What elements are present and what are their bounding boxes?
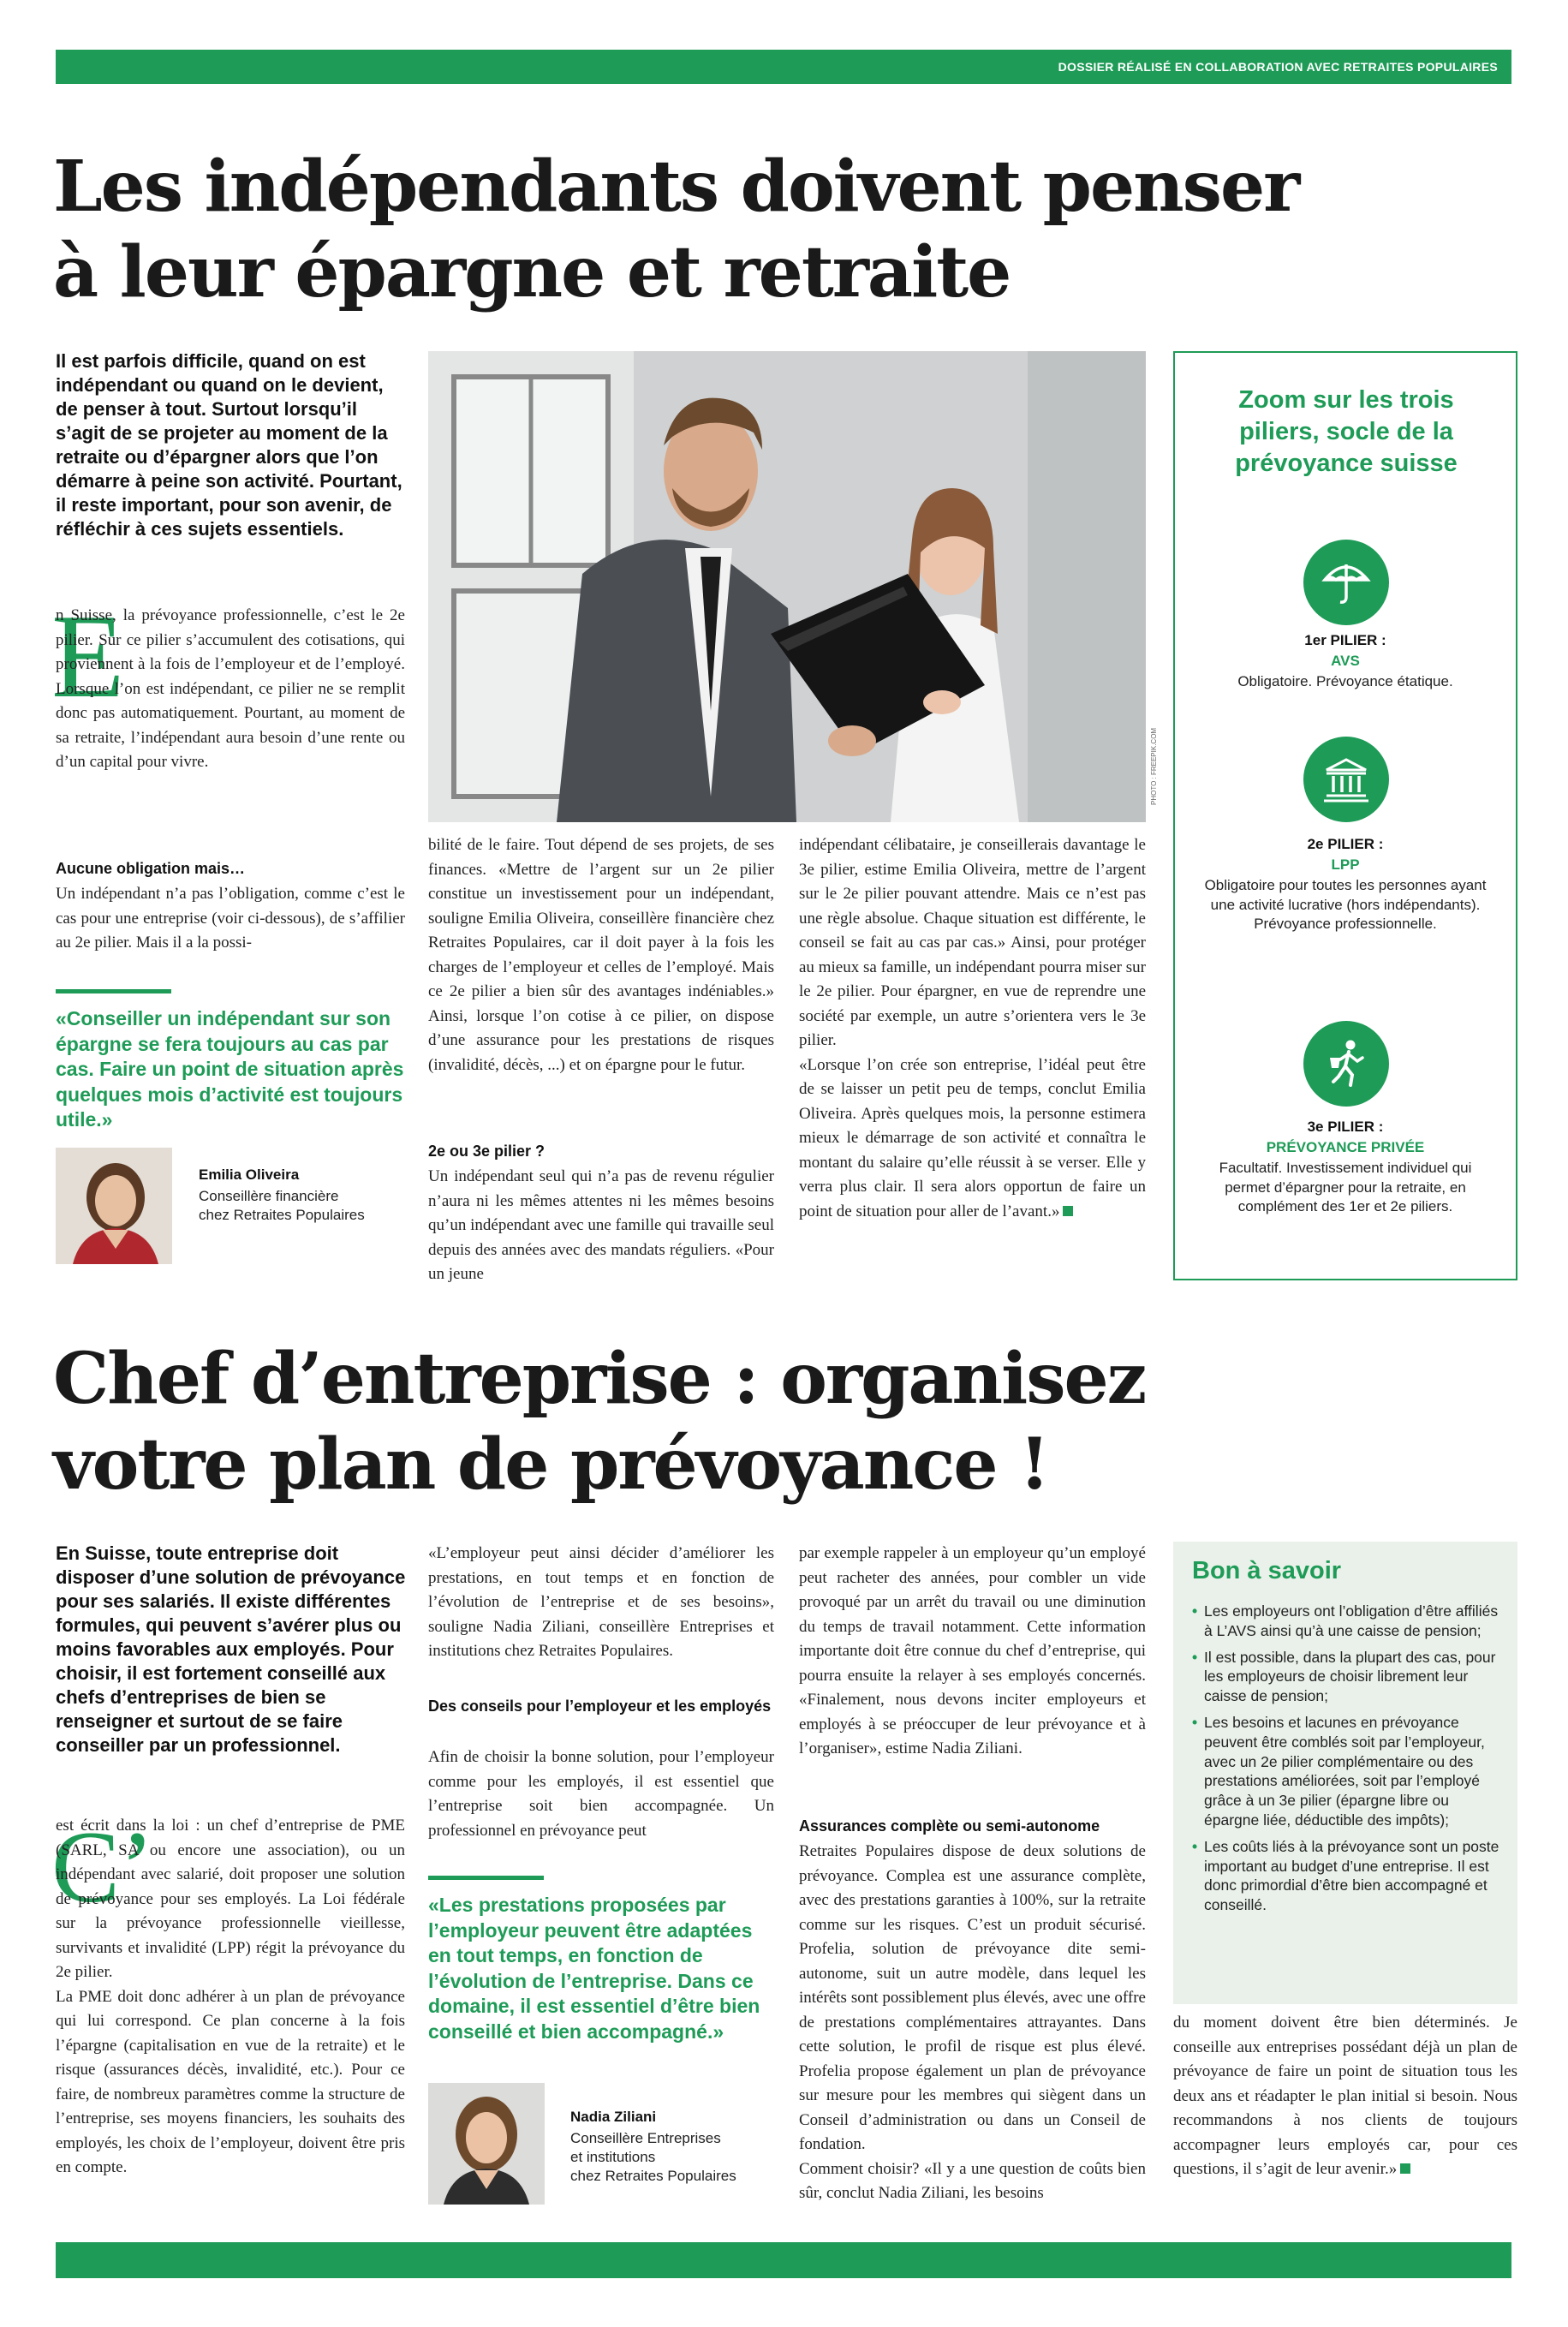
- article1-title-line1: Les indépendants doivent penser: [53, 146, 1299, 228]
- office-people-photo-icon: [428, 351, 1146, 822]
- article2-title-line1: Chef d’entreprise : organisez: [53, 1338, 1146, 1420]
- bon-item: • Les employeurs ont l’obligation d’être affiliés à L’AVS ainsi qu’à une caisse de pension;: [1192, 1602, 1500, 1641]
- article2-quote: «Les prestations proposées par l’employeur peuvent être adaptées en tout temps, en fonction de l’évolution de l’entreprise. Dans ce domaine, il est essentiel d’être bien conseillé et bien accompagné.»: [428, 1894, 760, 2043]
- photo-credit: PHOTO : FREEPIK.COM: [1150, 727, 1158, 805]
- bon-title: Bon à savoir: [1192, 1557, 1342, 1584]
- bon-item: • Il est possible, dans la plupart des cas, pour les employeurs de choisir librement leur caisse de pension;: [1192, 1648, 1500, 1706]
- article1-photo: [428, 351, 1146, 822]
- article2-col1-p2: La PME doit donc adhérer à un plan de prévoyance qui lui correspond. Ce plan concerne à la fois l’épargne (capitalisation en vue de la retraite) et le risque (assurances décès, invalidité, etc.). Pour ce faire, de nombreux paramètres comme la structure de l’entreprise, ses moyens financiers, les souhaits des employés, les choix de l’employeur, doivent être pris en compte.: [56, 1987, 405, 2176]
- pillar3-desc: Facultatif. Investissement individuel qui permet d’épargner pour la retraite, en complément des 1er et 2e piliers.: [1219, 1160, 1472, 1214]
- pillar2-desc: Obligatoire pour toutes les personnes ayant une activité lucrative (hors indépendants). Prévoyance professionnelle.: [1204, 877, 1487, 932]
- article1-col2-p2: Un indépendant seul qui n’a pas de revenu régulier n’aura ni les mêmes attentes ni les mêmes besoins qu’un indépendant avec une famille qui travaille seul depuis des années avec des mandats réguliers. «Pour un jeune: [428, 1167, 774, 1283]
- article1-col3-p2: [799, 1053, 1146, 1225]
- bon-item: • Les besoins et lacunes en prévoyance peuvent être comblés soit par l’employeur, avec un 2e pilier complémentaire ou des prestations améliorées, soit par l’employé grâce à un 3e pilier (épargne libre ou épargne liée, déductible des impôts);: [1192, 1713, 1500, 1830]
- pillar3-head: 3e PILIER :: [1307, 1119, 1384, 1135]
- quote-rule: [56, 989, 171, 993]
- bon-list: [1192, 1602, 1500, 1922]
- article2-col4-text: du moment doivent être bien déterminés. Je conseille aux entreprises possédant déjà un plan de prévoyance de faire un point de situation tous les deux ans et réadapter le plan initial si besoin. Nous recommandons à nos clients de toujours accompagner leurs employés car, pour ces questions, il s’agit de leur avenir.»: [1173, 2014, 1517, 2178]
- pillar1-desc: Obligatoire. Prévoyance étatique.: [1237, 673, 1453, 689]
- article1-dropcap: E: [51, 590, 125, 723]
- bon-item: • Les coûts liés à la prévoyance sont un poste important au budget d’une entreprise. Il est donc primordial d’être bien accompagné et conseillé.: [1192, 1837, 1500, 1915]
- article1-col1-p2: Un indépendant n’a pas l’obligation, comme c’est le cas pour une entreprise (voir ci-dessous), de s’affilier au 2e pilier. Mais il a la possi-: [56, 885, 405, 952]
- person-emilia-name: Emilia Oliveira: [199, 1166, 300, 1183]
- person-nadia-name: Nadia Ziliani: [570, 2109, 657, 2125]
- article1-lead: Il est parfois difficile, quand on est indépendant ou quand on le devient, de penser à tout. Surtout lorsqu’il s’agit de se projeter au moment de la retraite ou d’épargner alors que l’on démarre à peine son activité. Pourtant, il reste important, pour son avenir, de réfléchir à ces sujets essentiels.: [56, 350, 402, 540]
- article2-col2-p2: Afin de choisir la bonne solution, pour l’employeur comme pour les employés, il est essentiel que l’entreprise soit bien accompagnée. Un professionnel en prévoyance peut: [428, 1748, 774, 1840]
- article1-quote: «Conseiller un indépendant sur son épargne se fera toujours au cas par cas. Faire un point de situation après quelques mois d’activité est toujours utile.»: [56, 1007, 404, 1131]
- bon-box: [1173, 1542, 1517, 2004]
- avatar-nadia: [428, 2083, 545, 2205]
- article1-col3-p1: indépendant célibataire, je conseillerais davantage le 3e pilier, estime Emilia Oliveira, mettre de l’argent sur le 2e pilier pouvant attendre. Mais ce n’est pas une règle absolue. Chaque situation est différente, le conseil se fait au cas par cas.» Ainsi, pour protéger au mieux sa famille, un indépendant pourra miser sur le 2e pilier. Pour épargner, en vue de reprendre une société par exemple, un autre s’orientera vers le 3e pilier.: [799, 836, 1146, 1049]
- article2-col2-p1: «L’employeur peut ainsi décider d’améliorer les prestations, en tout temps et en fonction de l’évolution de l’entreprise et de ses besoins», souligne Nadia Ziliani, conseillère Entreprises et institutions chez Retraites Populaires.: [428, 1544, 774, 1660]
- article1-intro: [56, 604, 405, 775]
- zoom-box: [1173, 351, 1517, 1280]
- article2-title-line2: votre plan de prévoyance !: [53, 1423, 1049, 1506]
- pillar3-name: PRÉVOYANCE PRIVÉE: [1266, 1139, 1425, 1155]
- person-nadia-role2: et institutions: [570, 2149, 656, 2165]
- article1-title: [53, 144, 1526, 315]
- article2-col1-p1: est écrit dans la loi : un chef d’entreprise de PME (SARL, SA ou encore une association), ou un indépendant avec salarié, doit proposer une solution de prévoyance pour ses employés. La Loi fédérale sur la prévoyance professionnelle vieillesse, survivants et invalidité (LPP) régit la prévoyance du 2e pilier.: [56, 1817, 405, 1981]
- article2-col3-p2-text: Retraites Populaires dispose de deux solutions de prévoyance. Complea est une assurance complète, avec des prestations garanties à 100%, sur la retraite comme sur les risques. C’est un produit sécurisé. Profelia, solution de prévoyance dite semi-autonome, suit un autre modèle, dans lequel les intérêts sont possiblement plus élevés, avec une offre de prestations complémentaires attrayantes. Dans cette solution, le profil de risque est plus élevé. Profelia propose également un plan de prévoyance sur mesure pour les membres qui siègent dans un Conseil d’administration ou dans un Conseil de fondation.: [799, 1842, 1146, 2153]
- portrait-nadia-icon: [428, 2083, 545, 2205]
- article2-lead: En Suisse, toute entreprise doit disposer d’une solution de prévoyance pour ses salariés. Il existe différentes formules, qui peuvent s’avérer plus ou moins favorables aux employés. Pour choisir, il est fortement conseillé aux chefs d’entreprises de bien se renseigner et surtout de se faire conseiller par un professionnel.: [56, 1542, 406, 1756]
- article2-col3-p3-text: Comment choisir? «Il y a une question de coûts bien sûr, conclut Nadia Ziliani, les besoins: [799, 2159, 1146, 2202]
- article1-col3: [799, 833, 1146, 1224]
- end-square-icon: [1063, 1206, 1073, 1216]
- building-icon: [1303, 737, 1389, 822]
- article2-dropcap: C’: [51, 1810, 154, 1924]
- article2-col4-p1: [1173, 2011, 1517, 2182]
- person-emilia-caption: [199, 1166, 413, 1225]
- person-bag-icon: [1303, 1021, 1389, 1107]
- person-emilia-role2: chez Retraites Populaires: [199, 1207, 365, 1223]
- pillar2-head: 2e PILIER :: [1307, 836, 1384, 852]
- article2-title: [53, 1336, 1526, 1507]
- article1-col3-p2-text: «Lorsque l’on crée son entreprise, l’idéal peut être de se laisser un petit peu de temps, conclut Emilia Oliveira. Après quelques mois, la personne estimera mieux le démarrage de son activité et connaîtra le montant du salaire qu’elle réussit à se verser. Elle y verra plus clair. Il sera alors opportun de faire un point de situation pour aller de l’avant.»: [799, 1055, 1146, 1220]
- article1-subhead2: 2e ou 3e pilier ?: [428, 1143, 546, 1160]
- portrait-emilia-icon: [56, 1148, 172, 1264]
- article2-subhead1: Des conseils pour l’employeur et les employés: [428, 1698, 772, 1715]
- article2-col3-p1: par exemple rappeler à un employeur qu’un employé peut racheter des années, pour combler un vide provoqué par un arrêt du travail ou une diminution du temps de travail notamment. Cette information importante doit être connue du chef d’entreprise, qui pourra ensuite la relayer à ses employés concernés. «Finalement, nous devons inciter employeurs et employés à se préoccuper de leur prévoyance et à l’organiser», estime Nadia Ziliani.: [799, 1544, 1146, 1757]
- article2-col3-p2: [799, 1840, 1146, 2206]
- pillar2-name: LPP: [1331, 856, 1360, 873]
- person-emilia-role1: Conseillère financière: [199, 1188, 339, 1204]
- person-nadia-role3: chez Retraites Populaires: [570, 2168, 736, 2184]
- quote2-rule: [428, 1876, 544, 1880]
- bottom-bar: [56, 2242, 1511, 2278]
- person-nadia-role1: Conseillère Entreprises: [570, 2130, 721, 2146]
- article1-intro-text: n Suisse, la prévoyance professionnelle, c’est le 2e pilier. Sur ce pilier s’accumulent des cotisations, qui proviennent à la fois de l’employeur et de l’employé. Lorsque l’on est indépendant, ce pilier ne se remplit donc pas automatiquement. Pourtant, au moment de sa retraite, l’indépendant aura besoin d’une rente ou d’un capital pour vivre.: [56, 606, 405, 771]
- avatar-emilia: [56, 1148, 172, 1264]
- umbrella-icon: [1303, 540, 1389, 625]
- article1-col2-p1: bilité de le faire. Tout dépend de ses projets, de ses finances. «Mettre de l’argent sur un 2e pilier constitue un investissement pour un indépendant, souligne Emilia Oliveira, conseillère financière chez Retraites Populaires, car il doit payer à la fois les charges de l’employeur et celles de l’employé. Mais ce 2e pilier a bien sûr des avantages indéniables.» Ainsi, lorsque l’on cotise à ce pilier, on dispose d’une assurance pour les prestations de risques (invalidité, décès, ...) et on épargne pour le futur.: [428, 836, 774, 1074]
- article1-title-line2: à leur épargne et retraite: [53, 231, 1011, 313]
- banner-text: DOSSIER RÉALISÉ EN COLLABORATION AVEC RETRAITES POPULAIRES: [1058, 60, 1498, 74]
- pillar1-name: AVS: [1331, 653, 1360, 669]
- article2-subhead2: Assurances complète ou semi-autonome: [799, 1817, 1100, 1835]
- pillar1-head: 1er PILIER :: [1304, 632, 1386, 648]
- end-square-icon: [1400, 2163, 1410, 2174]
- zoom-title: Zoom sur les trois piliers, socle de la prévoyance suisse: [1235, 386, 1458, 477]
- article2-col1: [56, 1814, 405, 2181]
- top-banner: [56, 50, 1511, 84]
- article1-subhead1: Aucune obligation mais…: [56, 860, 246, 877]
- person-nadia-caption: [570, 2109, 784, 2186]
- article2-col4: [1173, 2011, 1517, 2182]
